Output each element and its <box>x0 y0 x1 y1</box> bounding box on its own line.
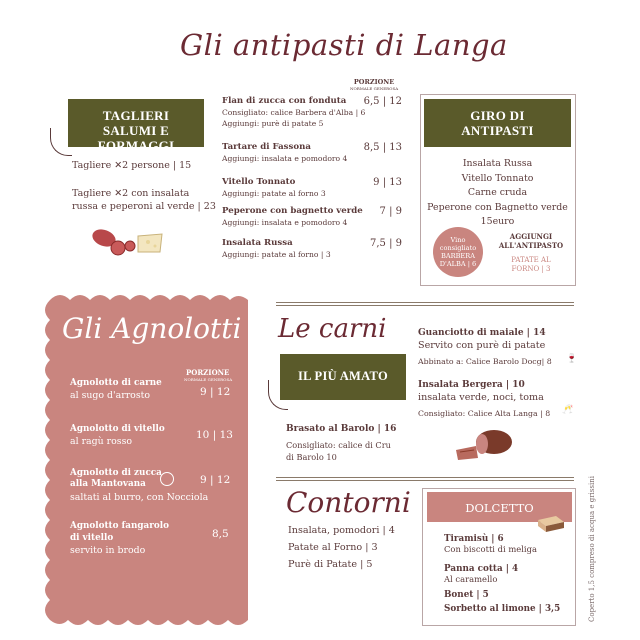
dolce-name: Sorbetto al limone | 3,5 <box>444 604 561 614</box>
contorni-items <box>288 522 395 573</box>
bergera: Insalata Bergera | 10 <box>418 380 525 390</box>
antipasto-name: Peperone con bagnetto verde <box>222 206 363 216</box>
meat-illustration <box>452 426 516 462</box>
antipasto-extra: Aggiungi: insalata e pomodoro 4 <box>222 218 348 227</box>
brasato-consigliato-2: di Barolo 10 <box>286 452 337 462</box>
antipasto-extra: Aggiungi: insalata e pomodoro 4 <box>222 154 348 163</box>
antipasto-extra: Aggiungi: patate al forno 3 <box>222 189 326 198</box>
dolce-name: Bonet | 5 <box>444 590 489 600</box>
dolce-item <box>444 534 570 564</box>
tiramisu-illustration <box>536 512 566 532</box>
antipasto-name: Flan di zucca con fonduta <box>222 96 347 106</box>
agnolotto-desc: al ragù rosso <box>70 436 133 447</box>
porzione-sub: NORMALE GENEROSA <box>350 86 399 91</box>
piu-amato-box: IL PIÙ AMATO <box>280 354 406 400</box>
wine-glass-icon: 🍷 <box>566 354 578 364</box>
tagliere-item-2b: russa e peperoni al verde | 23 <box>72 201 216 212</box>
giro-item: Peperone con Bagnetto verde <box>427 201 568 213</box>
antipasto-item <box>222 142 402 177</box>
antipasto-extra: Aggiungi: purè di patate 5 <box>222 119 324 128</box>
giro-item: Insalata Russa <box>462 158 533 169</box>
dolce-item <box>444 590 570 604</box>
agnolotto-desc: al sugo d'arrosto <box>70 390 151 401</box>
antipasto-name: Tartare di Fassona <box>222 142 311 152</box>
giro-item: Vitello Tonnato <box>461 172 534 184</box>
guanciotto-desc: Servito con purè di patate <box>418 340 546 351</box>
porzione-label: PORZIONE <box>353 78 395 86</box>
agnolotti-title: Gli Agnolotti <box>62 312 242 345</box>
dolcetto-items <box>444 534 570 614</box>
guanciotto-abbinato: Abbinato a: Calice Barolo Docg| 8 <box>418 357 552 366</box>
agnolotto-name: Agnolotto fangarolo di vitello <box>70 521 169 543</box>
tagliere-item-1: Tagliere ✕2 persone | 15 <box>72 160 192 171</box>
patate-label: PATATE AL FORNO | 3 <box>511 256 551 273</box>
carni-title: Le carni <box>278 314 387 344</box>
agnolotto-name: Agnolotto di zucca alla Mantovana <box>70 468 162 489</box>
giro-item: 15euro <box>480 216 515 228</box>
antipasto-extra: Consigliato: calice Barbera d'Alba | 6 <box>222 108 366 117</box>
antipasto-prices: 7,5 | 9 <box>370 238 402 249</box>
agnolotti-porzione-sub: NORMALE GENEROSA <box>184 377 233 382</box>
agnolotto-desc: servito in brodo <box>70 545 146 556</box>
agnolotto-desc: saltati al burro, con Nocciola <box>70 492 209 503</box>
agnolotto-prices: 10 | 13 <box>196 429 233 441</box>
carni-arrow <box>268 380 288 410</box>
antipasto-prices: 7 | 9 <box>379 206 402 217</box>
agnolotto-prices: 9 | 12 <box>200 386 231 398</box>
antipasto-prices: 9 | 13 <box>373 177 402 188</box>
contorno-item: Purè di Patate | 5 <box>288 559 373 570</box>
antipasto-prices: 8,5 | 13 <box>363 142 402 153</box>
agnolotto-prices: 8,5 <box>212 528 229 540</box>
dolcetto-heading: DOLCETTO <box>427 492 572 522</box>
coperto-note: Coperto 1,5 compreso di acqua e grissini <box>588 476 596 622</box>
dolce-name: Tiramisù | 6 <box>444 534 504 544</box>
antipasto-item <box>222 177 402 206</box>
taglieri-arrow <box>50 128 72 156</box>
antipasto-prices: 6,5 | 12 <box>363 96 402 107</box>
guanciotto: Guanciotto di maiale | 14 <box>418 328 546 338</box>
divider <box>276 480 574 481</box>
tagliere-item-2a: Tagliere ✕2 con insalata <box>72 188 190 199</box>
agnolotto-prices: 9 | 12 <box>200 474 231 486</box>
divider <box>276 477 574 478</box>
dolce-name: Panna cotta | 4 <box>444 564 519 574</box>
page-title: Gli antipasti di Langa <box>180 28 508 62</box>
agnolotto-item <box>70 424 196 447</box>
dolce-desc: Con biscotti di meliga <box>444 544 537 554</box>
porzione-header <box>350 78 398 91</box>
contorni-title: Contorni <box>286 486 411 519</box>
antipasto-extra: Aggiungi: patate al forno | 3 <box>222 250 331 259</box>
dolce-item <box>444 564 570 590</box>
brasato-consigliato-1: Consigliato: calice di Cru <box>286 440 391 450</box>
agnolotto-item <box>70 520 190 556</box>
antipasto-name: Insalata Russa <box>222 238 293 248</box>
divider <box>276 302 574 303</box>
agnolotto-name: Agnolotto di vitello <box>70 424 165 434</box>
bergera-consigliato: Consigliato: Calice Alta Langa | 8 <box>418 409 551 418</box>
vino-text: Vino consigliato BARBERA D'ALBA | 6 <box>439 236 477 268</box>
antipasti-list <box>222 96 402 260</box>
dolce-desc: Al caramello <box>444 574 498 584</box>
pasta-icon <box>160 472 174 486</box>
bergera-desc: insalata verde, noci, toma <box>418 392 544 403</box>
agnolotti-porzione: PORZIONE <box>186 368 230 377</box>
antipasto-item <box>222 96 402 134</box>
giro-items <box>424 157 571 230</box>
giro-item: Carne cruda <box>467 187 528 199</box>
dolce-item <box>444 604 570 614</box>
giro-heading: GIRO DI ANTIPASTI <box>424 99 571 147</box>
champagne-icon: 🥂 <box>562 405 574 415</box>
taglieri-heading: TAGLIERI SALUMI E FORMAGGI <box>68 99 204 147</box>
contorno-item: Insalata, pomodori | 4 <box>288 525 395 536</box>
vino-badge <box>433 227 483 277</box>
contorno-item: Patate al Forno | 3 <box>288 542 378 553</box>
aggiungi-label: AGGIUNGI ALL'ANTIPASTO <box>498 232 564 250</box>
divider <box>276 305 574 306</box>
salumi-illustration <box>88 226 168 260</box>
agnolotto-name: Agnolotto di carne <box>70 378 162 388</box>
brasato: Brasato al Barolo | 16 <box>286 424 397 434</box>
antipasto-item <box>222 238 402 260</box>
antipasto-item <box>222 206 402 238</box>
antipasto-name: Vitello Tonnato <box>222 177 296 187</box>
